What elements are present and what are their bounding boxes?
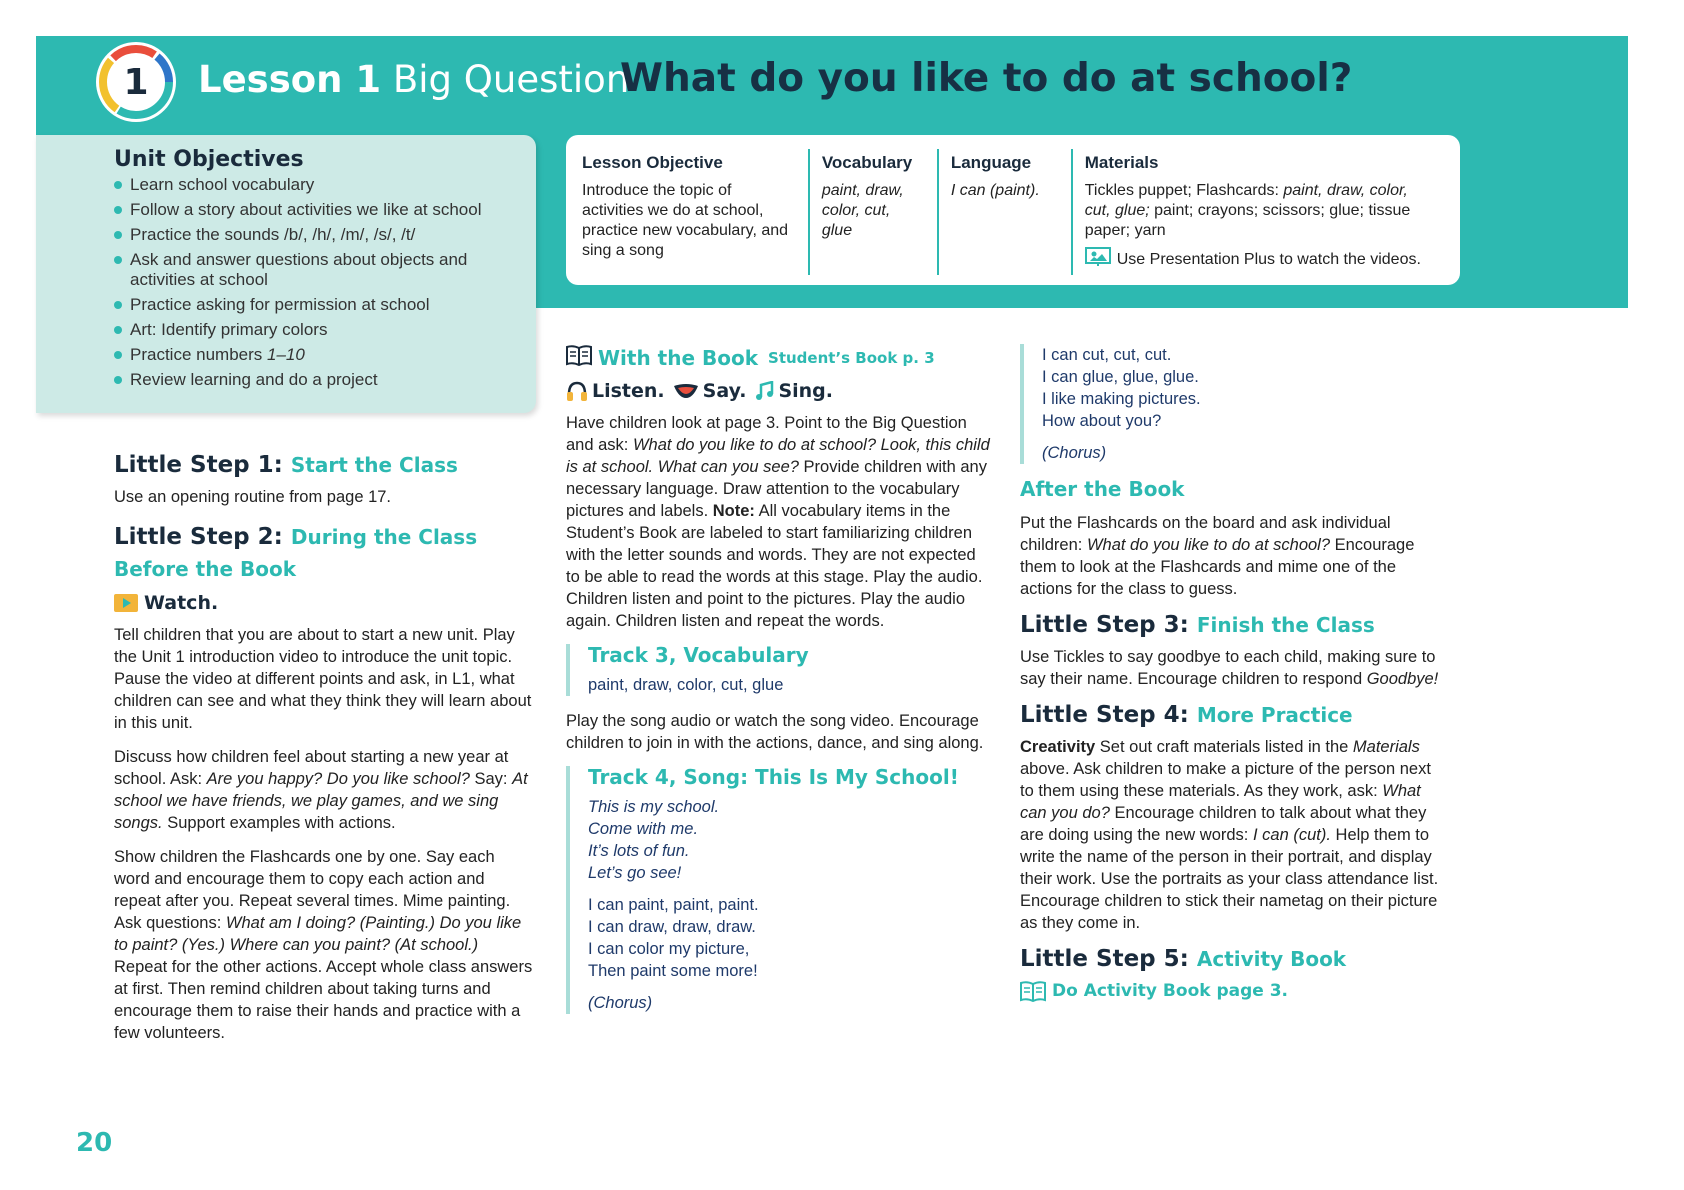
note-label: Note:: [712, 502, 755, 520]
lesson-number-badge: [96, 42, 176, 122]
presentation-plus-row[interactable]: [1085, 247, 1432, 273]
text-run: Help them to write the name of the person in their portrait, and display their work. Use the portraits as your class attendance list. Encourage children to stick their nametag on their picture as they come in.: [1020, 826, 1439, 932]
text-run: Are you happy? Do you like school?: [206, 770, 470, 788]
step-title: Start the Class: [290, 453, 458, 477]
step-label: Little Step 3:: [1020, 612, 1189, 638]
text-run: What can you do?: [1020, 782, 1421, 822]
song-line: I can paint, paint, paint.: [588, 896, 759, 914]
objectives-title: Unit Objectives: [114, 147, 304, 172]
little-step-2-heading: [114, 526, 534, 548]
song-line: I can draw, draw, draw.: [588, 918, 756, 936]
text-run: Have children look at page 3. Point to the Big Question and ask:: [566, 414, 967, 454]
big-question-label: Big Question: [392, 58, 630, 101]
step-title: More Practice: [1196, 703, 1353, 727]
song-line: Then paint some more!: [588, 962, 758, 980]
chorus-label: (Chorus): [588, 994, 653, 1012]
text-run: At school we have friends, we play games, and we sing songs.: [114, 770, 528, 832]
song-line: I can cut, cut, cut.: [1042, 346, 1172, 364]
text-run: Support examples with actions.: [162, 814, 396, 832]
step1-text: Use an opening routine from page 17.: [114, 488, 392, 506]
column-right: [1020, 344, 1440, 1002]
text-run: Set out craft materials listed in the: [1095, 738, 1353, 756]
step-label: Little Step 4:: [1020, 702, 1189, 728]
language-col: [937, 149, 1071, 275]
paragraph: Play the song audio or watch the song video. Encourage children to join in with the actions, dance, and sing along.: [566, 712, 984, 752]
list-item: Art: Identify primary colors: [114, 320, 536, 340]
text-run: Use Tickles to say goodbye to each child, making sure to say their name. Encourage children to respond: [1020, 648, 1436, 688]
track-4-title: Track 4, Song: This Is My School!: [588, 765, 959, 789]
text-run: Provide children with any necessary language. Draw attention to the vocabulary pictures and labels.: [566, 458, 987, 520]
track-4-box: [566, 766, 994, 1014]
materials-part: Tickles puppet; Flashcards:: [1084, 182, 1284, 199]
with-the-book-heading: [566, 344, 994, 372]
before-the-book-heading: Before the Book: [114, 557, 296, 581]
lesson-objective-title: Lesson Objective: [582, 153, 723, 172]
numbers-label: Practice numbers: [130, 345, 267, 364]
list-item: Follow a story about activities we like at school: [114, 200, 536, 220]
text-run: Materials: [1352, 738, 1420, 756]
track-3-title: Track 3, Vocabulary: [588, 643, 809, 667]
vocabulary-text: paint, draw, color, cut, glue: [821, 182, 904, 239]
list-item: Review learning and do a project: [114, 370, 536, 390]
students-book-ref: Student’s Book p. 3: [768, 349, 935, 367]
column-middle: [566, 344, 994, 1028]
numbers-range: 1–10: [267, 345, 305, 364]
language-text: I can (paint).: [950, 182, 1040, 199]
text-run: What do you like to do at school? Look, this child is at school. What can you see?: [566, 436, 990, 476]
music-note-icon: [754, 381, 774, 401]
vocabulary-col: [808, 149, 937, 275]
lesson-objective-col: [582, 149, 808, 275]
paragraph: [1020, 646, 1440, 690]
step-label: Little Step 1:: [114, 452, 283, 478]
after-the-book-heading: After the Book: [1020, 477, 1185, 501]
activity-book-text: Do Activity Book page 3.: [1052, 981, 1289, 1001]
vocabulary-title: Vocabulary: [821, 153, 913, 172]
video-icon: [114, 594, 138, 612]
materials-col: [1071, 149, 1444, 275]
creativity-label: Creativity: [1020, 738, 1096, 756]
paragraph: [1020, 736, 1440, 934]
say-label: Say.: [702, 380, 747, 402]
song-line: I can glue, glue, glue.: [1042, 368, 1199, 386]
list-item: Practice asking for permission at school: [114, 295, 536, 315]
track-3-box: [566, 644, 994, 696]
text-run: Discuss how children feel about starting a new year at school. Ask:: [114, 748, 509, 788]
lesson-objective-text: Introduce the topic of activities we do at school, practice new vocabulary, and sing a song: [582, 182, 789, 259]
song-line: I can color my picture,: [588, 940, 750, 958]
little-step-1-heading: [114, 454, 534, 476]
step-label: Little Step 5:: [1020, 946, 1189, 972]
column-left: [114, 446, 534, 1056]
step-title: Activity Book: [1196, 947, 1347, 971]
big-question: What do you like to do at school?: [620, 56, 1353, 101]
lesson-label: Lesson 1: [198, 58, 382, 101]
step-title: Finish the Class: [1196, 613, 1375, 637]
text-run: What am I doing? (Painting.) Do you like to paint? (Yes.) Where can you paint? (At school.): [114, 914, 522, 954]
book-icon: [566, 344, 592, 372]
text-run: Put the Flashcards on the board and ask individual children:: [1020, 514, 1391, 554]
text-run: Encourage children to talk about what they are doing using the new words:: [1020, 804, 1427, 844]
mouth-icon: [673, 383, 699, 399]
list-item: Ask and answer questions about objects and activities at school: [114, 250, 536, 290]
step-title: During the Class: [290, 525, 478, 549]
with-the-book-title: With the Book: [598, 346, 759, 370]
lesson-info-card: [566, 135, 1460, 285]
text-run: Encourage them to look at the Flashcards and mime one of the actions for the class to guess.: [1020, 536, 1415, 598]
paragraph: [114, 746, 534, 834]
materials-flashcards: paint, draw, color, cut, glue;: [1084, 182, 1408, 219]
objectives-list: [114, 175, 536, 390]
step-label: Little Step 2:: [114, 524, 283, 550]
paragraph: Tell children that you are about to start a new unit. Play the Unit 1 introduction video to introduce the unit topic. Pause the video at different points and ask, in L1, what children can see and what they think they will learn about in this unit.: [114, 626, 532, 732]
lesson-title: [198, 58, 629, 101]
watch-label: Watch.: [144, 592, 219, 614]
text-run: All vocabulary items in the Student’s Book are labeled to start familiarizing children with the letter sounds and words. They are not expected to be able to read the words at this stage. Play the audio. Children listen and point to the pictures. Play the audio again. Children listen and repeat the words.: [566, 502, 983, 630]
song-line: Come with me.: [588, 820, 699, 838]
text-run: Goodbye!: [1366, 670, 1439, 688]
headphones-icon: [566, 380, 588, 402]
presentation-plus-icon: [1085, 247, 1111, 273]
watch-heading: [114, 592, 534, 614]
song-line: Let’s go see!: [588, 864, 682, 882]
track-3-words: paint, draw, color, cut, glue: [588, 676, 784, 694]
song-continuation-box: [1020, 344, 1440, 464]
text-run: Say:: [469, 770, 513, 788]
materials-title: Materials: [1084, 153, 1159, 172]
lesson-number: 1: [123, 61, 149, 103]
song-line: This is my school.: [588, 798, 720, 816]
text-run: above. Ask children to make a picture of the person next to them using these materials. As they work, ask:: [1020, 760, 1431, 800]
little-step-4-heading: [1020, 704, 1440, 726]
paragraph: [566, 412, 994, 632]
listen-say-sing-heading: [566, 380, 994, 402]
unit-objectives-panel: [36, 135, 536, 413]
paragraph: [114, 846, 534, 1044]
song-line: It’s lots of fun.: [588, 842, 690, 860]
little-step-3-heading: [1020, 614, 1440, 636]
presentation-plus-text: Use Presentation Plus to watch the videos.: [1116, 251, 1421, 268]
song-line: I like making pictures.: [1042, 390, 1201, 408]
song-line: How about you?: [1042, 412, 1162, 430]
text-run: Show children the Flashcards one by one. Say each word and encourage them to copy each action and repeat after you. Repeat several times. Mime painting. Ask questions:: [114, 848, 511, 932]
materials-part: paint; crayons; scissors; glue; tissue paper; yarn: [1084, 202, 1411, 239]
text-run: Repeat for the other actions. Accept whole class answers at first. Then remind children about taking turns and encourage them to raise their hands and practice with a few volunteers.: [114, 958, 533, 1042]
list-item: Practice the sounds /b/, /h/, /m/, /s/, /t/: [114, 225, 536, 245]
text-run: What do you like to do at school?: [1086, 536, 1331, 554]
listen-label: Listen.: [592, 380, 665, 402]
list-item: [114, 345, 536, 365]
little-step-5-heading: [1020, 948, 1440, 970]
activity-book-icon: [1020, 980, 1046, 1002]
list-item: Learn school vocabulary: [114, 175, 536, 195]
activity-book-line: [1020, 980, 1440, 1002]
page-number: 20: [76, 1128, 113, 1158]
materials-text: [1085, 181, 1432, 241]
language-title: Language: [950, 153, 1032, 172]
sing-label: Sing.: [778, 380, 833, 402]
paragraph: [1020, 512, 1440, 600]
chorus-label: (Chorus): [1042, 444, 1107, 462]
text-run: I can (cut).: [1252, 826, 1331, 844]
